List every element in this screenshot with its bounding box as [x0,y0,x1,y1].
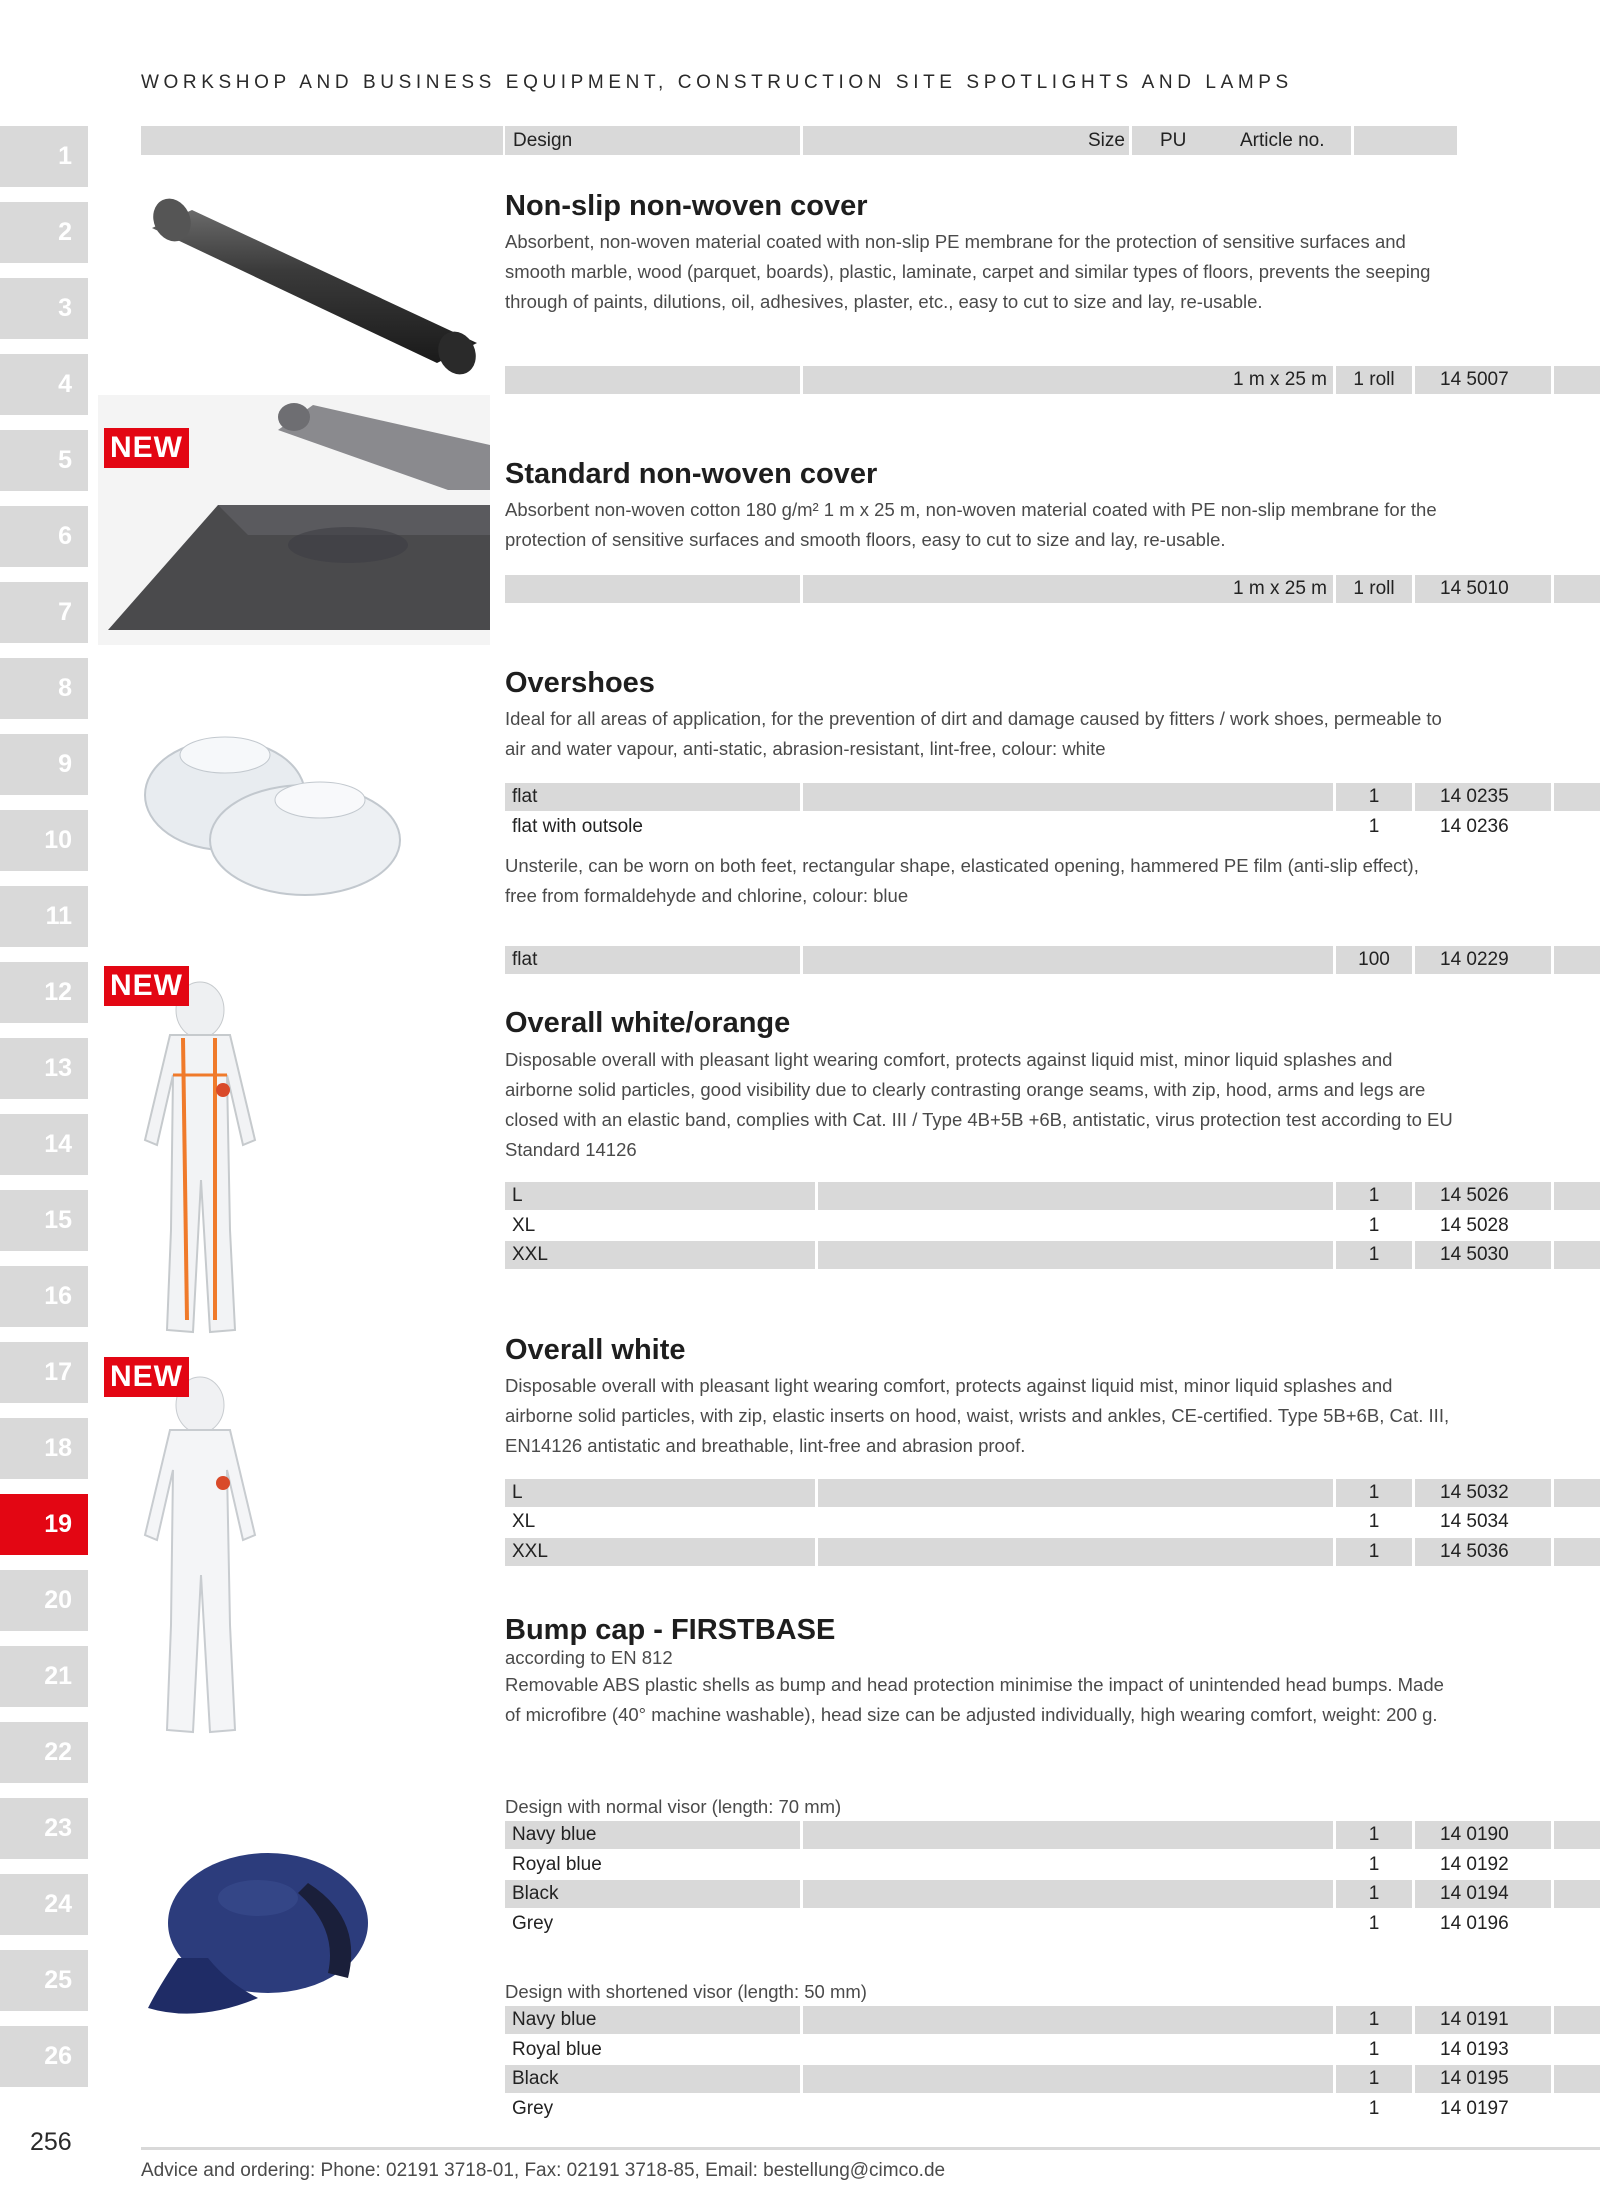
product-description-overshoes: Ideal for all areas of application, for the prevention of dirt and damage caused by fitters / work shoes, permeable to air and water vapour, anti-static, abrasion-resistant, lint-free, colour: white [505,708,1442,759]
product-title-overall-white-orange: Overall white/orange [505,1007,791,1039]
table-row [505,366,1509,395]
footer-contact-text: Advice and ordering: Phone: 02191 3718-01, Fax: 02191 3718-85, Email: bestellung@cimco.de [141,2160,946,2181]
cell-article: 14 0190 [1440,1824,1509,1845]
chapter-tab-26[interactable]: 26 [0,2026,88,2087]
cell-article: 14 5036 [1440,1541,1509,1562]
table-row [505,1508,1509,1537]
chapter-tab-1[interactable]: 1 [0,126,88,187]
cell-article: 14 0235 [1440,786,1509,807]
cell-article: 14 5026 [1440,1185,1509,1206]
cell-design: L [512,1185,523,1206]
table-row [505,1821,1509,1850]
cell-design: Royal blue [512,2039,602,2060]
cell-pu: 100 [1358,949,1390,970]
chapter-tab-25[interactable]: 25 [0,1950,88,2011]
chapter-tab-19-active[interactable]: 19 [0,1494,88,1555]
cell-article: 14 5032 [1440,1482,1509,1503]
cell-article: 14 5010 [1440,578,1509,599]
cell-pu: 1 [1368,816,1380,837]
table-row [505,946,1509,975]
product-description-overall-white-orange: Disposable overall with pleasant light wearing comfort, protects against liquid mist, minor liquid splashes and airborne solid particles, good visibility due to clearly contrasting orange seams, with zip, hood, arms and legs are closed with an elastic band, complies with Cat. III / Type 4B+5B +6B, antistatic, virus protection test according to EU Standard 14126 [505,1049,1453,1160]
cell-pu: 1 [1368,2098,1380,2119]
overall-white-orange-image [135,980,265,1340]
chapter-tab-7[interactable]: 7 [0,582,88,643]
chapter-tab-24[interactable]: 24 [0,1874,88,1935]
table-row [505,1182,1509,1211]
chapter-tab-9[interactable]: 9 [0,734,88,795]
cell-design: Black [512,2068,559,2089]
product-description-overshoes-blue: Unsterile, can be worn on both feet, rectangular shape, elasticated opening, hammered PE film (anti-slip effect), free from formaldehyde and chlorine, colour: blue [505,855,1419,906]
cell-article: 14 0193 [1440,2039,1509,2060]
chapter-tab-14[interactable]: 14 [0,1114,88,1175]
cell-pu: 1 roll [1353,369,1395,390]
cell-design: Navy blue [512,2009,597,2030]
cell-article: 14 0195 [1440,2068,1509,2089]
cell-article: 14 0229 [1440,949,1509,970]
cell-article: 14 0196 [1440,1913,1509,1934]
chapter-tab-23[interactable]: 23 [0,1798,88,1859]
new-badge: NEW [104,966,189,1006]
group-label-shortened-visor: Design with shortened visor (length: 50 mm) [505,1981,867,2002]
table-row [505,1212,1509,1241]
table-row [505,2065,1509,2094]
chapter-tab-21[interactable]: 21 [0,1646,88,1707]
cell-article: 14 0197 [1440,2098,1509,2119]
product-description-overall-white: Disposable overall with pleasant light wearing comfort, protects against liquid mist, minor liquid splashes and airborne solid particles, with zip, elastic inserts on hood, waist, wrists and ankles, CE-certified. Type 5B+6B, Cat. III, EN14126 antistatic and breathable, lint-free and abrasion proof. [505,1375,1450,1456]
cell-article: 14 5007 [1440,369,1509,390]
cell-design: XXL [512,1541,548,1562]
table-row [505,2095,1509,2124]
chapter-tab-15[interactable]: 15 [0,1190,88,1251]
cell-pu: 1 [1368,1215,1380,1236]
table-row [505,575,1509,604]
cell-design: Grey [512,1913,554,1934]
table-row [505,1910,1509,1939]
product-subtitle-bump-cap: according to EN 812 [505,1647,673,1668]
table-row [505,783,1509,812]
product-title-bump-cap: Bump cap - FIRSTBASE [505,1614,836,1646]
cell-design: flat [512,786,538,807]
footer-divider [141,2147,1600,2150]
cell-design: XL [512,1511,536,1532]
cell-article: 14 5028 [1440,1215,1509,1236]
product-description-bump-cap: Removable ABS plastic shells as bump and head protection minimise the impact of unintended head bumps. Made of microfibre (40° machine washable), head size can be adjusted individually, high wearing comfort, weight: 200 g. [505,1674,1444,1725]
cell-article: 14 0194 [1440,1883,1509,1904]
header-bar-image-column [141,126,503,155]
product-title-overshoes: Overshoes [505,667,655,699]
chapter-tab-22[interactable]: 22 [0,1722,88,1783]
new-badge: NEW [104,1357,189,1397]
new-badge: NEW [104,428,189,468]
page-header-title: WORKSHOP AND BUSINESS EQUIPMENT, CONSTRUCTION SITE SPOTLIGHTS AND LAMPS [141,72,1293,93]
page-number: 256 [30,2128,72,2156]
chapter-tab-3[interactable]: 3 [0,278,88,339]
cell-size: 1 m x 25 m [1233,369,1327,390]
cell-pu: 1 [1368,2039,1380,2060]
chapter-tab-12[interactable]: 12 [0,962,88,1023]
cell-pu: 1 [1368,786,1380,807]
cell-pu: 1 [1368,1511,1380,1532]
product-title-overall-white: Overall white [505,1334,686,1366]
cell-pu: 1 [1368,1883,1380,1904]
chapter-tab-4[interactable]: 4 [0,354,88,415]
cell-article: 14 0236 [1440,816,1509,837]
cell-design: Black [512,1883,559,1904]
product-title-standard-cover: Standard non-woven cover [505,458,878,490]
cell-pu: 1 [1368,1244,1380,1265]
cell-pu: 1 [1368,1913,1380,1934]
chapter-tab-20[interactable]: 20 [0,1570,88,1631]
chapter-tab-2[interactable]: 2 [0,202,88,263]
cell-article: 14 0192 [1440,1854,1509,1875]
cell-pu: 1 [1368,2009,1380,2030]
cell-pu: 1 [1368,1482,1380,1503]
cell-design: Grey [512,2098,554,2119]
table-row [505,1880,1509,1909]
product-description-non-slip-cover: Absorbent, non-woven material coated with non-slip PE membrane for the protection of sensitive surfaces and smooth marble, wood (parquet, boards), plastic, laminate, carpet and similar types of floors, prevents the seeping through of paints, dilutions, oil, adhesives, plaster, etc., easy to cut to size and lay, re-usable. [505,231,1431,312]
chapter-tab-18[interactable]: 18 [0,1418,88,1479]
product-description-standard-cover: Absorbent non-woven cotton 180 g/m² 1 m x 25 m, non-woven material coated with PE non-slip membrane for the protection of sensitive surfaces and smooth floors, easy to cut to size and lay, re-usable. [505,499,1437,550]
chapter-tab-16[interactable]: 16 [0,1266,88,1327]
cell-size: 1 m x 25 m [1233,578,1327,599]
chapter-tab-13[interactable]: 13 [0,1038,88,1099]
cell-pu: 1 roll [1353,578,1395,599]
product-title-non-slip-cover: Non-slip non-woven cover [505,190,868,222]
column-header-size: Size [1088,130,1125,151]
cell-article: 14 5030 [1440,1244,1509,1265]
table-row [505,2006,1509,2035]
cell-pu: 1 [1368,1185,1380,1206]
group-label-normal-visor: Design with normal visor (length: 70 mm) [505,1796,842,1817]
cell-pu: 1 [1368,2068,1380,2089]
cell-pu: 1 [1368,1824,1380,1845]
table-row [505,2036,1509,2065]
column-header-article: Article no. [1240,130,1325,151]
chapter-tab-8[interactable]: 8 [0,658,88,719]
overshoes-image [130,715,410,905]
cell-design: Royal blue [512,1854,602,1875]
header-bar-end [1354,126,1457,155]
cell-design: flat [512,949,538,970]
table-row [505,813,1509,842]
cell-design: L [512,1482,523,1503]
cell-pu: 1 [1368,1541,1380,1562]
chapter-tab-5[interactable]: 5 [0,430,88,491]
cell-design: flat with outsole [512,816,643,837]
table-row [505,1538,1509,1567]
chapter-tab-11[interactable]: 11 [0,886,88,947]
chapter-tab-6[interactable]: 6 [0,506,88,567]
table-row [505,1479,1509,1508]
header-bar-gap [803,126,1129,155]
column-header-pu: PU [1160,130,1187,151]
cell-article: 14 5034 [1440,1511,1509,1532]
cell-design: Navy blue [512,1824,597,1845]
chapter-tab-17[interactable]: 17 [0,1342,88,1403]
chapter-tab-10[interactable]: 10 [0,810,88,871]
column-header-design: Design [513,130,573,151]
non-slip-cover-roll-image [132,198,482,378]
table-row [505,1851,1509,1880]
overall-white-image [135,1375,265,1740]
cell-pu: 1 [1368,1854,1380,1875]
table-row [505,1241,1509,1270]
bump-cap-image [138,1848,378,2033]
cell-design: XL [512,1215,536,1236]
cell-article: 14 0191 [1440,2009,1509,2030]
cell-design: XXL [512,1244,548,1265]
